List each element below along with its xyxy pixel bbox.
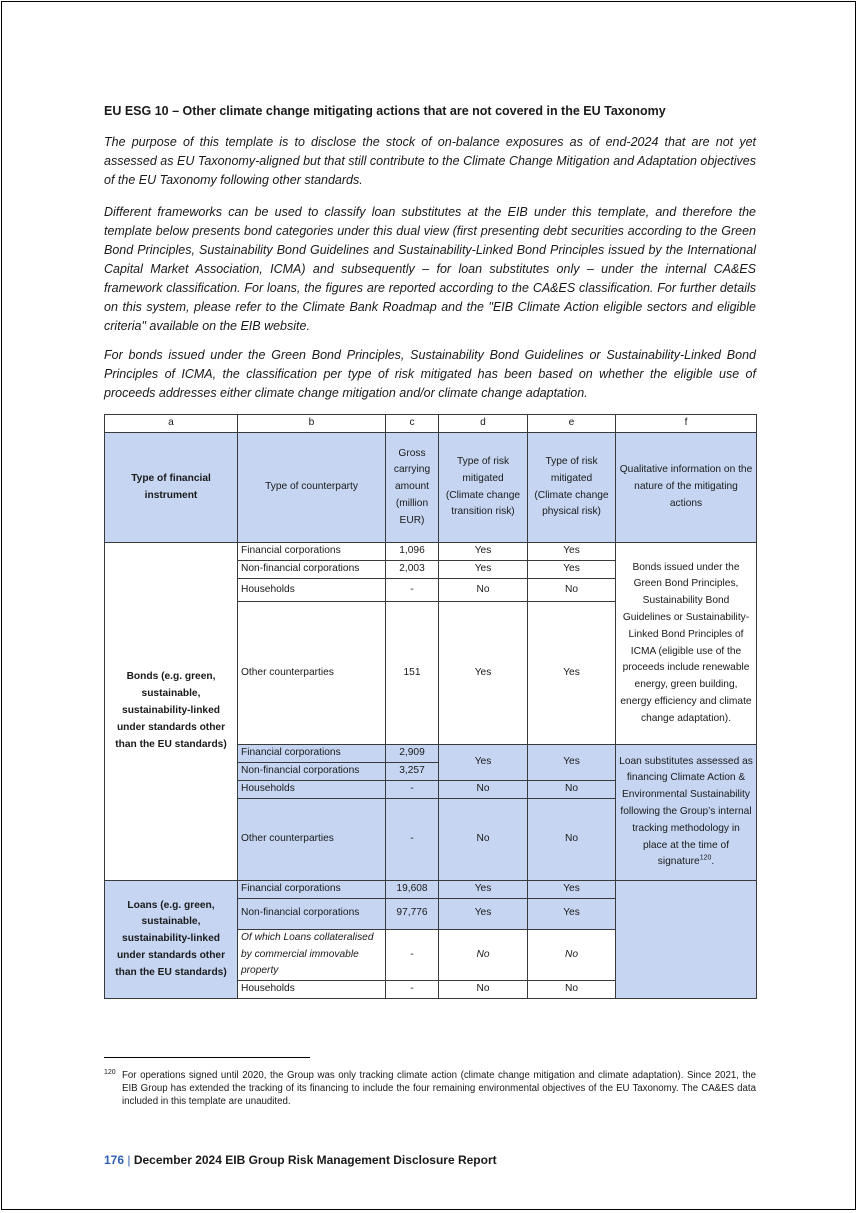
footnote-text: For operations signed until 2020, the Group was only tracking climate action (climate change mitigation and climate adaptation). Since 2021, the EIB Group has extended the tracking of its financing to include the four remaining environmental objectives of the EU Taxonomy. The CA&ES data included in this template are unaudited. — [122, 1070, 756, 1107]
report-title: December 2024 EIB Group Risk Management Disclosure Report — [133, 1153, 497, 1167]
table-row — [105, 880, 757, 898]
physical-cell: No — [528, 798, 616, 880]
amount-cell: - — [386, 929, 439, 980]
counterparty-cell: Non-financial corporations — [238, 763, 386, 781]
transition-cell: Yes — [439, 602, 528, 745]
amount-cell: 2,909 — [386, 745, 439, 763]
column-letter: d — [439, 415, 528, 433]
transition-cell: No — [439, 929, 528, 980]
counterparty-cell: Of which Loans collateralised by commercial immovable property — [238, 929, 386, 980]
page-number: 176 — [104, 1153, 125, 1167]
footnote — [104, 1069, 756, 1108]
header-transition-risk: Type of risk mitigated (Climate change transition risk) — [439, 433, 528, 543]
physical-cell: Yes — [528, 898, 616, 929]
transition-cell: No — [439, 981, 528, 999]
physical-cell: Yes — [528, 561, 616, 579]
esg10-table — [104, 414, 757, 999]
header-physical-risk: Type of risk mitigated (Climate change physical risk) — [528, 433, 616, 543]
transition-cell: No — [439, 798, 528, 880]
header-counterparty: Type of counterparty — [238, 433, 386, 543]
amount-cell: - — [386, 798, 439, 880]
intro-paragraph: The purpose of this template is to disclose the stock of on-balance exposures as of end-2024 that are not yet assessed as EU Taxonomy-aligned but that still contribute to the Climate Change Mitigation and Adaptation objectives of the EU Taxonomy following other standards. — [104, 135, 756, 187]
physical-cell: No — [528, 780, 616, 798]
physical-cell: Yes — [528, 745, 616, 781]
column-letter: b — [238, 415, 386, 433]
column-letter: a — [105, 415, 238, 433]
amount-cell: 2,003 — [386, 561, 439, 579]
loans-label: Loans (e.g. green, sustainable, sustainability-linked under standards other than the EU standards) — [105, 880, 238, 998]
loans-note-cell — [616, 880, 757, 998]
counterparty-cell: Financial corporations — [238, 880, 386, 898]
transition-cell: No — [439, 579, 528, 602]
footnote-number: 120 — [104, 1069, 116, 1076]
amount-cell: 19,608 — [386, 880, 439, 898]
amount-cell: - — [386, 981, 439, 999]
bonds-label: Bonds (e.g. green, sustainable, sustainability-linked under standards other than the EU standards) — [105, 543, 238, 881]
counterparty-cell: Other counterparties — [238, 798, 386, 880]
column-letter-row — [105, 415, 757, 433]
footnote-ref: 120 — [699, 855, 712, 862]
physical-cell: No — [528, 579, 616, 602]
page-footer — [104, 1153, 497, 1167]
transition-cell: Yes — [439, 561, 528, 579]
physical-cell: No — [528, 929, 616, 980]
section-heading: EU ESG 10 – Other climate change mitigating actions that are not covered in the EU Taxonomy — [104, 104, 666, 118]
footer-separator: | — [127, 1153, 131, 1167]
counterparty-cell: Financial corporations — [238, 745, 386, 763]
frameworks-paragraph: Different frameworks can be used to classify loan substitutes at the EIB under this template, and therefore the template below presents bond categories under this dual view (first presenting debt securities according to the Green Bond Principles, Sustainability Bond Guidelines and Sustainability-Linked Bond Principles issued by the International Capital Market Association, ICMA) and subsequently – for loan substitutes only – under the internal CA&ES framework classification. For loans, the figures are reported according to the CA&ES classification. For further details on this system, please refer to the Climate Bank Roadmap and the "EIB Climate Action eligible sectors and eligible criteria" available on the EIB website. — [104, 205, 756, 333]
physical-cell: Yes — [528, 602, 616, 745]
counterparty-cell: Non-financial corporations — [238, 898, 386, 929]
physical-cell: Yes — [528, 880, 616, 898]
transition-cell: No — [439, 780, 528, 798]
caes-note — [616, 745, 757, 881]
header-instrument: Type of financial instrument — [105, 433, 238, 543]
caes-note-end: . — [711, 856, 715, 868]
amount-cell: 1,096 — [386, 543, 439, 561]
footnote-rule — [104, 1057, 310, 1058]
transition-cell: Yes — [439, 745, 528, 781]
header-row — [105, 433, 757, 543]
table-row — [105, 543, 757, 561]
physical-cell: Yes — [528, 543, 616, 561]
counterparty-cell: Households — [238, 981, 386, 999]
column-letter: c — [386, 415, 439, 433]
counterparty-cell: Non-financial corporations — [238, 561, 386, 579]
amount-cell: - — [386, 780, 439, 798]
header-qualitative: Qualitative information on the nature of the mitigating actions — [616, 433, 757, 543]
header-amount: Gross carrying amount (million EUR) — [386, 433, 439, 543]
physical-cell: No — [528, 981, 616, 999]
bonds-classification-paragraph: For bonds issued under the Green Bond Principles, Sustainability Bond Guidelines or Sustainability-Linked Bond Principles of ICMA, the classification per type of risk mitigated has been based on whether the eligible use of proceeds addresses either climate change mitigation and/or climate change adaptation. — [104, 348, 756, 400]
amount-cell: 97,776 — [386, 898, 439, 929]
transition-cell: Yes — [439, 543, 528, 561]
amount-cell: 3,257 — [386, 763, 439, 781]
icma-note: Bonds issued under the Green Bond Principles, Sustainability Bond Guidelines or Sustainability-Linked Bond Principles of ICMA (eligible use of the proceeds include renewable energy, green building, energy efficiency and climate change adaptation). — [616, 543, 757, 745]
column-letter: e — [528, 415, 616, 433]
counterparty-cell: Other counterparties — [238, 602, 386, 745]
amount-cell: 151 — [386, 602, 439, 745]
column-letter: f — [616, 415, 757, 433]
transition-cell: Yes — [439, 880, 528, 898]
counterparty-cell: Households — [238, 780, 386, 798]
counterparty-cell: Households — [238, 579, 386, 602]
caes-note-text: Loan substitutes assessed as financing Climate Action & Environmental Sustainability following the Group’s internal tracking methodology in place at the time of signature — [619, 755, 753, 868]
counterparty-cell: Financial corporations — [238, 543, 386, 561]
transition-cell: Yes — [439, 898, 528, 929]
amount-cell: - — [386, 579, 439, 602]
